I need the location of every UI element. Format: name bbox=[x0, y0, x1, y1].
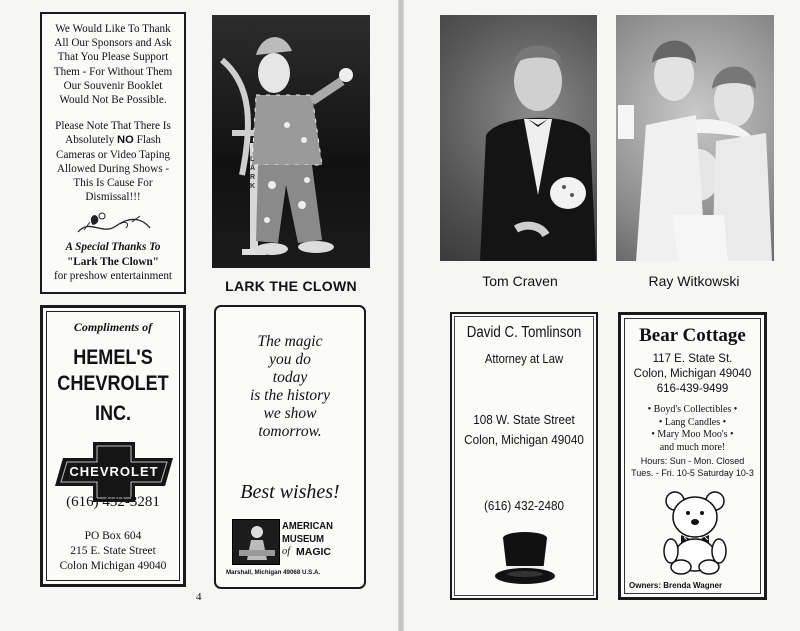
quote-line: is the history bbox=[249, 387, 331, 404]
hemels-address-line3: Colon Michigan 49040 bbox=[59, 560, 167, 572]
bear-phone: 616-439-9499 bbox=[656, 383, 729, 395]
hemels-address-line1: PO Box 604 bbox=[84, 530, 142, 542]
tomlinson-phone: (616) 432-2480 bbox=[483, 498, 565, 513]
hemels-address-line2: 215 E. State Street bbox=[70, 545, 156, 557]
bear-address2: Colon, Michigan 49040 bbox=[633, 368, 752, 380]
quote-line: tomorrow. bbox=[258, 423, 322, 440]
bear-cottage-name: Bear Cottage bbox=[639, 325, 746, 346]
ray-witkowski-caption: Ray Witkowski bbox=[648, 273, 740, 289]
best-wishes: Best wishes! bbox=[240, 481, 340, 503]
sponsor-thanks-text: We Would Like To Thank All Our Sponsors and Ask That You Please Support Them - For Without Them Our Souvenir Booklet Would Not Be Possible. bbox=[53, 23, 173, 107]
thanks-box bbox=[40, 12, 186, 294]
hemels-chevrolet-ad bbox=[40, 305, 186, 587]
tomlinson-title: Attorney at Law bbox=[484, 352, 564, 366]
bear-items bbox=[621, 404, 764, 454]
flash-notice-no: NO bbox=[117, 134, 134, 147]
museum-logo-illustration bbox=[232, 519, 280, 565]
special-thanks-for: for preshow entertainment bbox=[53, 269, 173, 282]
hemels-name-line2: CHEVROLET bbox=[57, 372, 169, 395]
bear-hours1: Hours: Sun - Mon. Closed bbox=[640, 456, 745, 466]
clown-pole-lettering: LARK bbox=[250, 156, 256, 190]
museum-of-magic-ad bbox=[214, 305, 366, 589]
quote-line: The magic bbox=[257, 333, 323, 350]
quote-line: we show bbox=[263, 405, 317, 422]
hemels-name-line3: INC. bbox=[94, 402, 132, 425]
page-number: 4 bbox=[196, 591, 202, 603]
bear-hours2: Tues. - Fri. 10-5 Saturday 10-3 bbox=[631, 468, 754, 478]
top-hat-icon bbox=[494, 530, 556, 590]
flash-notice-text bbox=[48, 119, 178, 204]
clown-caption: LARK THE CLOWN bbox=[225, 278, 357, 294]
museum-logo-line2: MUSEUM bbox=[282, 533, 325, 545]
tomlinson-name: David C. Tomlinson bbox=[466, 324, 582, 341]
hemels-phone: (616) 432-3281 bbox=[66, 494, 160, 510]
museum-logo-line1: AMERICAN bbox=[282, 520, 333, 532]
tom-craven-photo bbox=[440, 15, 597, 261]
flourish-ornament bbox=[48, 208, 178, 238]
flash-notice-part1: Please Note That There Is Absolutely bbox=[55, 120, 171, 147]
bear-owners: Owners: Brenda Wagner bbox=[629, 581, 723, 590]
tomlinson-ad bbox=[450, 312, 598, 600]
bear-item: • Lang Candles • bbox=[658, 416, 727, 428]
museum-quote bbox=[216, 333, 364, 441]
clown-photo bbox=[212, 15, 370, 268]
bear-item: and much more! bbox=[659, 441, 726, 453]
bear-cottage-ad bbox=[618, 312, 767, 600]
teddy-bear-icon bbox=[657, 489, 733, 575]
museum-logo-line3: MAGIC bbox=[296, 546, 331, 558]
flash-notice-part2: Flash Cameras or Video Taping Allowed During Shows - This Is Cause For Dismissal!!! bbox=[55, 134, 171, 204]
museum-logo-of: of bbox=[282, 546, 291, 557]
chevrolet-logo-text: CHEVROLET bbox=[69, 464, 159, 479]
compliments-label: Compliments of bbox=[73, 320, 153, 334]
special-thanks-name: "Lark The Clown" bbox=[67, 255, 159, 268]
hemels-name-line1: HEMEL'S bbox=[73, 346, 153, 369]
bear-item: • Mary Moo Moo's • bbox=[651, 429, 734, 440]
bear-item: • Boyd's Collectibles • bbox=[647, 404, 738, 415]
special-thanks-line: A Special Thanks To bbox=[65, 241, 161, 254]
bear-address1: 117 E. State St. bbox=[652, 353, 733, 365]
tomlinson-address1: 108 W. State Street bbox=[473, 412, 575, 427]
tom-craven-caption: Tom Craven bbox=[482, 273, 558, 289]
tomlinson-address2: Colon, Michigan 49040 bbox=[464, 432, 584, 447]
museum-address: Marshall, Michigan 49068 U.S.A. bbox=[226, 569, 321, 576]
ray-witkowski-photo bbox=[616, 15, 774, 261]
quote-line: today bbox=[272, 369, 308, 386]
quote-line: you do bbox=[269, 351, 311, 368]
